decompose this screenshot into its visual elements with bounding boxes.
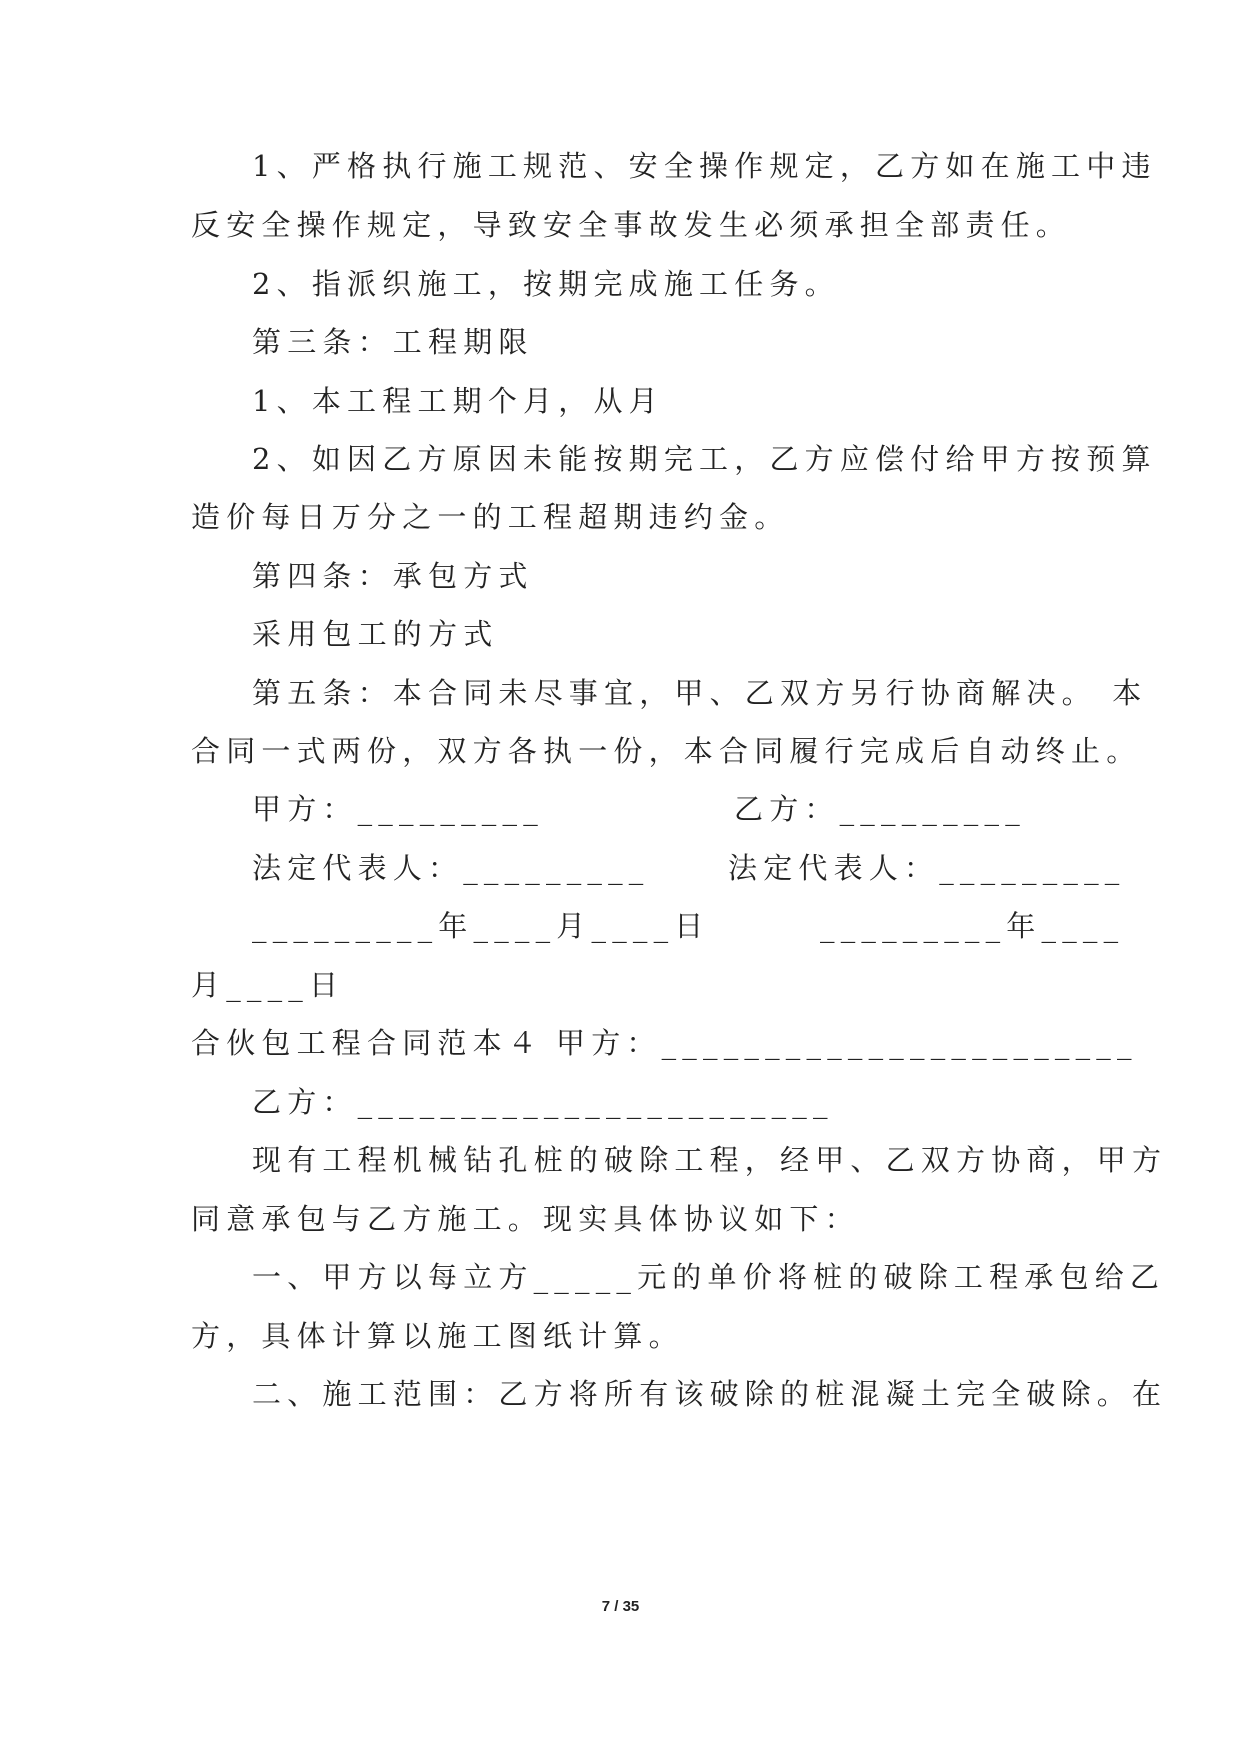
paragraph-line: 采用包工的方式	[252, 617, 499, 651]
paragraph-line: 现有工程机械钻孔桩的破除工程，经甲、乙双方协商，甲方	[252, 1143, 1168, 1177]
paragraph-line: 反安全操作规定，导致安全事故发生必须承担全部责任。	[191, 208, 1072, 242]
signature-date-a: _________年____月____日	[252, 909, 710, 943]
signature-rep-b: 法定代表人：_________	[728, 851, 1126, 885]
signature-party-a: 甲方：_________	[252, 792, 544, 826]
signature-date-b: _________年____	[820, 909, 1125, 943]
paragraph-line: 第五条：本合同未尽事宜，甲、乙双方另行协商解决。 本	[252, 676, 1148, 710]
page-number: 7 / 35	[601, 1598, 640, 1615]
paragraph-line: 2、指派织施工，按期完成施工任务。	[252, 267, 840, 301]
paragraph-line: 合同一式两份，双方各执一份，本合同履行完成后自动终止。	[191, 734, 1142, 768]
sample-title: 合伙包工程合同范本４	[191, 1026, 544, 1060]
signature-party-b: 乙方：_________	[734, 792, 1026, 826]
section-heading: 第四条：承包方式	[252, 559, 534, 593]
sample-party-a: 甲方：_______________________	[556, 1026, 1138, 1060]
paragraph-line: 方，具体计算以施工图纸计算。	[191, 1319, 684, 1353]
sample-party-b: 乙方：_______________________	[252, 1085, 834, 1119]
paragraph-line: 2、如因乙方原因未能按期完工，乙方应偿付给甲方按预算	[252, 442, 1157, 476]
signature-rep-a: 法定代表人：_________	[252, 851, 650, 885]
signature-date-b-continued: 月____日	[191, 968, 345, 1002]
paragraph-line: 一、甲方以每立方_____元的单价将桩的破除工程承包给乙	[252, 1260, 1166, 1294]
paragraph-line: 同意承包与乙方施工。现实具体协议如下：	[191, 1202, 860, 1236]
paragraph-line: 造价每日万分之一的工程超期违约金。	[191, 500, 790, 534]
paragraph-line: 二、施工范围：乙方将所有该破除的桩混凝土完全破除。在	[252, 1377, 1168, 1411]
paragraph-line: 1、本工程工期个月，从月	[252, 384, 664, 418]
section-heading: 第三条：工程期限	[252, 325, 534, 359]
paragraph-line: 1、严格执行施工规范、安全操作规定，乙方如在施工中违	[252, 149, 1157, 183]
